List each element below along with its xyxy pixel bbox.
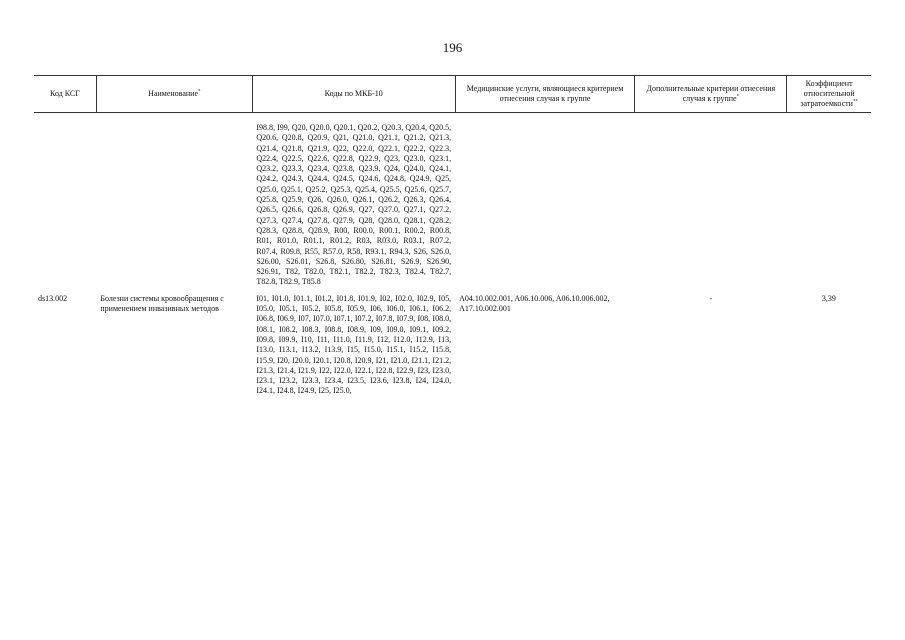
cell-icd-codes: I98.8, I99, Q20, Q20.0, Q20.1, Q20.2, Q20.3, Q20.4, Q20.5, Q20.6, Q20.8, Q20.9, Q21, Q21.0, Q21.1, Q21.2, Q21.3, Q21.4, Q21.8, Q21.9, Q22, Q22.0, Q22.1, Q22.2, Q22.3, Q22.4, Q22.5, Q22.6, Q22.8, Q22.9, Q23, Q23.0, Q23.1, Q23.2, Q23.3, Q23.4, Q23.8, Q23.9, Q24, Q24.0, Q24.1, Q24.2, Q24.3, Q24.4, Q24.5, Q24.6, Q24.8, Q24.9, Q25, Q25.0, Q25.1, Q25.2, Q25.3, Q25.4, Q25.5, Q25.6, Q25.7, Q25.8, Q25.9, Q26, Q26.0, Q26.1, Q26.2, Q26.3, Q26.4, Q26.5, Q26.6, Q26.8, Q26.9, Q27, Q27.0, Q27.1, Q27.2, Q27.3, Q27.4, Q27.8, Q27.9, Q28, Q28.0, Q28.1, Q28.2, Q28.3, Q28.8, Q28.9, R00, R00.0, R00.1, R00.2, R00.8, R01, R01.0, R01.1, R01.2, R03, R03.0, R03.1, R07.2, R07.4, R09.8, R55, R57.0, R58, R93.1, R94.3, S26, S26.0, S26.00, S26.01, S26.8, S26.80, S26.81, S26.9, S26.90, S26.91, T82, T82.0, T82.1, T82.2, T82.3, T82.4, T82.7, T82.8, T82.9, T85.8	[256, 123, 452, 287]
table-header	[34, 76, 871, 113]
footnote-mark: **	[852, 99, 858, 105]
page-number: 196	[442, 40, 463, 55]
cell-criteria: -	[709, 293, 713, 303]
header-services: Медицинские услуги, являющиеся критерием отнесения случая к группе	[455, 76, 635, 113]
footnote-mark: *	[198, 89, 201, 95]
table-body	[34, 113, 871, 397]
cell-criteria	[635, 113, 787, 288]
cell-services: A04.10.002.001, A06.10.006, A06.10.006.002, A17.10.002.001	[459, 293, 610, 314]
ksg-table	[34, 75, 871, 397]
header-code: Код КСГ	[34, 76, 96, 113]
table-row	[34, 113, 871, 288]
cell-coefficient: 3,39	[821, 293, 836, 303]
cell-code: ds13.002	[38, 293, 68, 303]
table-row	[34, 288, 871, 397]
cell-services	[455, 113, 635, 288]
header-name: Наименование*	[96, 76, 252, 113]
footnote-mark: *	[736, 94, 740, 100]
ksg-table-container	[34, 75, 871, 397]
cell-name	[96, 113, 252, 288]
header-icd: Коды по МКБ-10	[252, 76, 455, 113]
header-criteria: Дополнительные критерии отнесения случая к группе*	[635, 76, 787, 113]
cell-code	[34, 113, 96, 288]
header-coefficient: Коэффициент относительной затратоемкости**	[787, 76, 871, 113]
cell-name: Болезни системы кровообращения с применением инвазивных методов	[100, 293, 224, 314]
cell-coefficient	[787, 113, 871, 288]
cell-icd-codes: I01, I01.0, I01.1, I01.2, I01.8, I01.9, I02, I02.0, I02.9, I05, I05.0, I05.1, I05.2, I05.8, I05.9, I06, I06.0, I06.1, I06.2, I06.8, I06.9, I07, I07.0, I07.1, I07.2, I07.8, I07.9, I08, I08.0, I08.1, I08.2, I08.3, I08.8, I08.9, I09, I09.0, I09.1, I09.2, I09.8, I09.9, I10, I11, I11.0, I11.9, I12, I12.0, I12.9, I13, I13.0, I13.1, I13.2, I13.9, I15, I15.0, I15.1, I15.2, I15.8, I15.9, I20, I20.0, I20.1, I20.8, I20.9, I21, I21.0, I21.1, I21.2, I21.3, I21.4, I21.9, I22, I22.0, I22.1, I22.8, I22.9, I23, I23.0, I23.1, I23.2, I23.3, I23.4, I23.5, I23.6, I23.8, I24, I24.0, I24.1, I24.8, I24.9, I25, I25.0,	[256, 293, 452, 396]
